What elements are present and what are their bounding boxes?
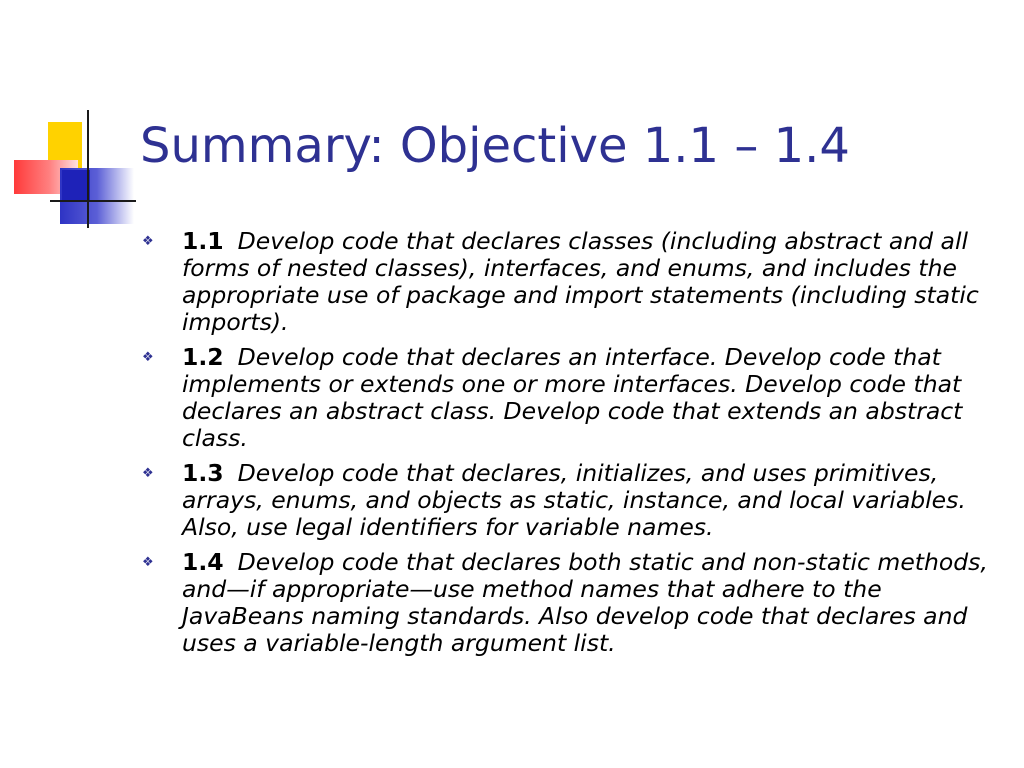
objective-item <box>140 228 1010 336</box>
objective-text: Develop code that declares an interface. Develop code that implements or extends one or more interfaces. Develop code that declares an abstract class. Develop code that extends an abstract class. <box>182 343 963 452</box>
slide-title: Summary: Objective 1.1 – 1.4 <box>140 118 850 174</box>
objective-text: Develop code that declares both static and non-static methods, and—if appropriate—use method names that adhere to the JavaBeans naming standards. Also develop code that declares and uses a variable-length argument list. <box>182 548 988 657</box>
objective-number: 1.1 <box>182 227 224 255</box>
diamond-bullet-icon: ❖ <box>142 466 154 481</box>
objective-text: Develop code that declares classes (including abstract and all forms of nested classes), interfaces, and enums, and includes the appropriate use of package and import statements (including static imports). <box>182 227 979 336</box>
vertical-line <box>87 110 89 228</box>
objective-item <box>140 549 1010 657</box>
objective-item <box>140 344 1010 452</box>
objective-number: 1.2 <box>182 343 224 371</box>
diamond-bullet-icon: ❖ <box>142 234 154 249</box>
diamond-bullet-icon: ❖ <box>142 555 154 570</box>
objectives-list <box>140 228 1010 665</box>
diamond-bullet-icon: ❖ <box>142 350 154 365</box>
objective-text: Develop code that declares, initializes, and uses primitives, arrays, enums, and objects as static, instance, and local variables. Also, use legal identifiers for variable names. <box>182 459 966 541</box>
horizontal-line <box>50 200 136 202</box>
objective-number: 1.4 <box>182 548 224 576</box>
objective-number: 1.3 <box>182 459 224 487</box>
decorative-squares-logo <box>0 0 150 240</box>
objective-item <box>140 460 1010 541</box>
blue-square <box>62 170 90 200</box>
